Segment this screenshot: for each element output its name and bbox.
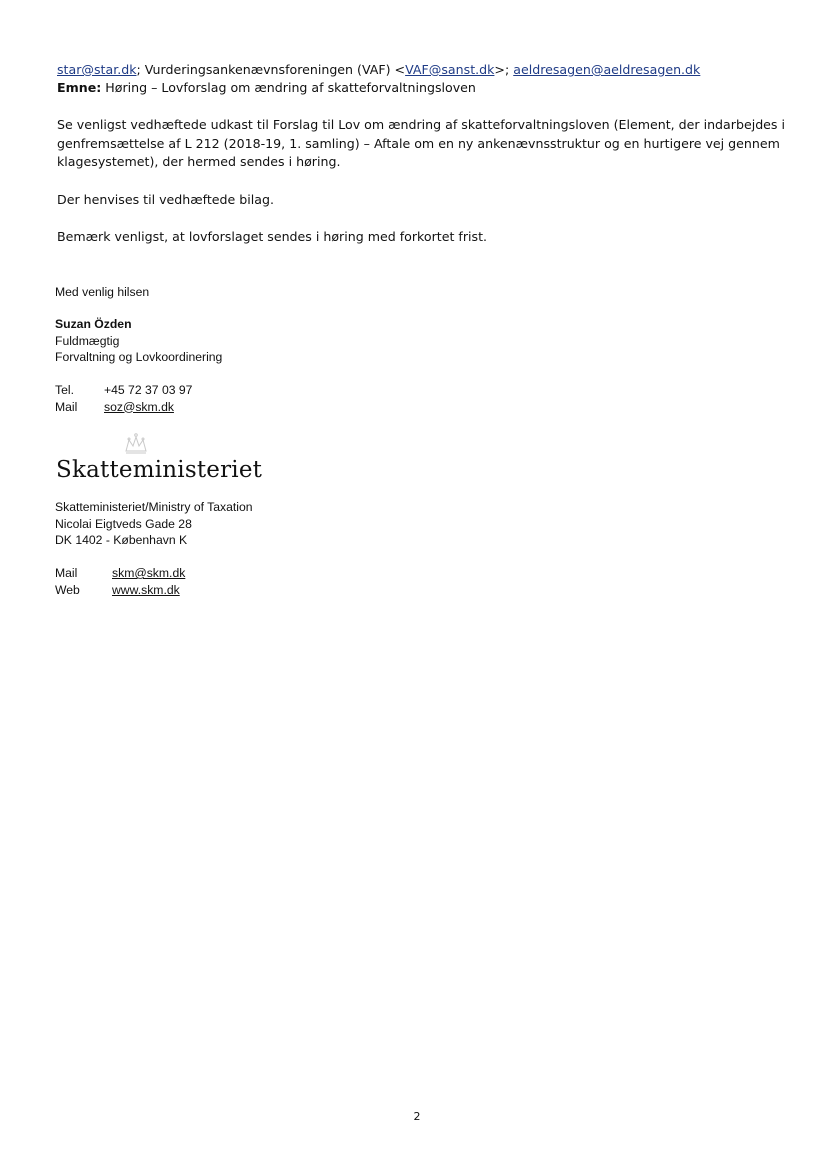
organization-contact <box>55 565 185 598</box>
org-web-row <box>55 582 185 599</box>
subject-line <box>57 79 787 97</box>
body-line: klagesystemet), der hermed sendes i høring. <box>57 154 341 169</box>
page-number: 2 <box>413 1110 421 1123</box>
body-paragraph-3: Bemærk venligst, at lovforslaget sendes i høring med forkortet frist. <box>57 229 488 244</box>
subject-text: Høring – Lovforslag om ændring af skatteforvaltningsloven <box>101 80 476 95</box>
mail-label: Mail <box>55 399 78 414</box>
recipient-separator: ; Vurderingsankenævnsforeningen (VAF) < <box>136 62 406 77</box>
org-mail-row <box>55 565 185 582</box>
tel-label: Tel. <box>55 383 74 397</box>
recipient-separator: >; <box>494 62 514 77</box>
signature-department: Forvaltning og Lovkoordinering <box>55 350 223 364</box>
signature-contact <box>55 382 192 415</box>
org-web-link[interactable]: www.skm.dk <box>112 582 180 597</box>
vaf-email-link[interactable]: VAF@sanst.dk <box>405 62 495 77</box>
organization-street: Nicolai Eigtveds Gade 28 <box>55 516 192 531</box>
signature-greeting: Med venlig hilsen <box>55 285 150 299</box>
personal-mail-link[interactable]: soz@skm.dk <box>104 399 174 414</box>
signature-person <box>55 316 222 366</box>
star-email-link[interactable]: star@star.dk <box>57 62 137 77</box>
body-line: Se venligst vedhæftede udkast til Forslag til Lov om ændring af skatteforvaltningsloven (Element, der indarbejdes i <box>57 117 785 132</box>
organization-name: Skatteministeriet/Ministry of Taxation <box>55 500 253 514</box>
signature-name: Suzan Özden <box>55 317 132 331</box>
tel-row <box>55 382 192 399</box>
subject-label: Emne: <box>57 80 102 95</box>
skatteministeriet-logo: Skatteministeriet <box>56 457 263 483</box>
org-mail-label: Mail <box>55 566 78 580</box>
tel-value: +45 72 37 03 97 <box>104 383 193 397</box>
organization-city: DK 1402 - København K <box>55 533 188 547</box>
recipients-line <box>57 61 787 79</box>
org-mail-link[interactable]: skm@skm.dk <box>112 566 186 580</box>
crown-icon <box>122 431 150 457</box>
email-header-and-body <box>57 61 787 247</box>
mail-row <box>55 399 192 416</box>
body-line: genfremsættelse af L 212 (2018-19, 1. samling) – Aftale om en ny ankenævnsstruktur og en hurtigere vej gennem <box>57 135 780 151</box>
signature-title: Fuldmægtig <box>55 333 120 348</box>
org-web-label: Web <box>55 582 80 597</box>
aeldresagen-email-link[interactable]: aeldresagen@aeldresagen.dk <box>513 62 701 77</box>
body-paragraph-2: Der henvises til vedhæftede bilag. <box>57 191 274 207</box>
organization-address <box>55 499 253 549</box>
body-paragraph-1 <box>57 116 787 172</box>
